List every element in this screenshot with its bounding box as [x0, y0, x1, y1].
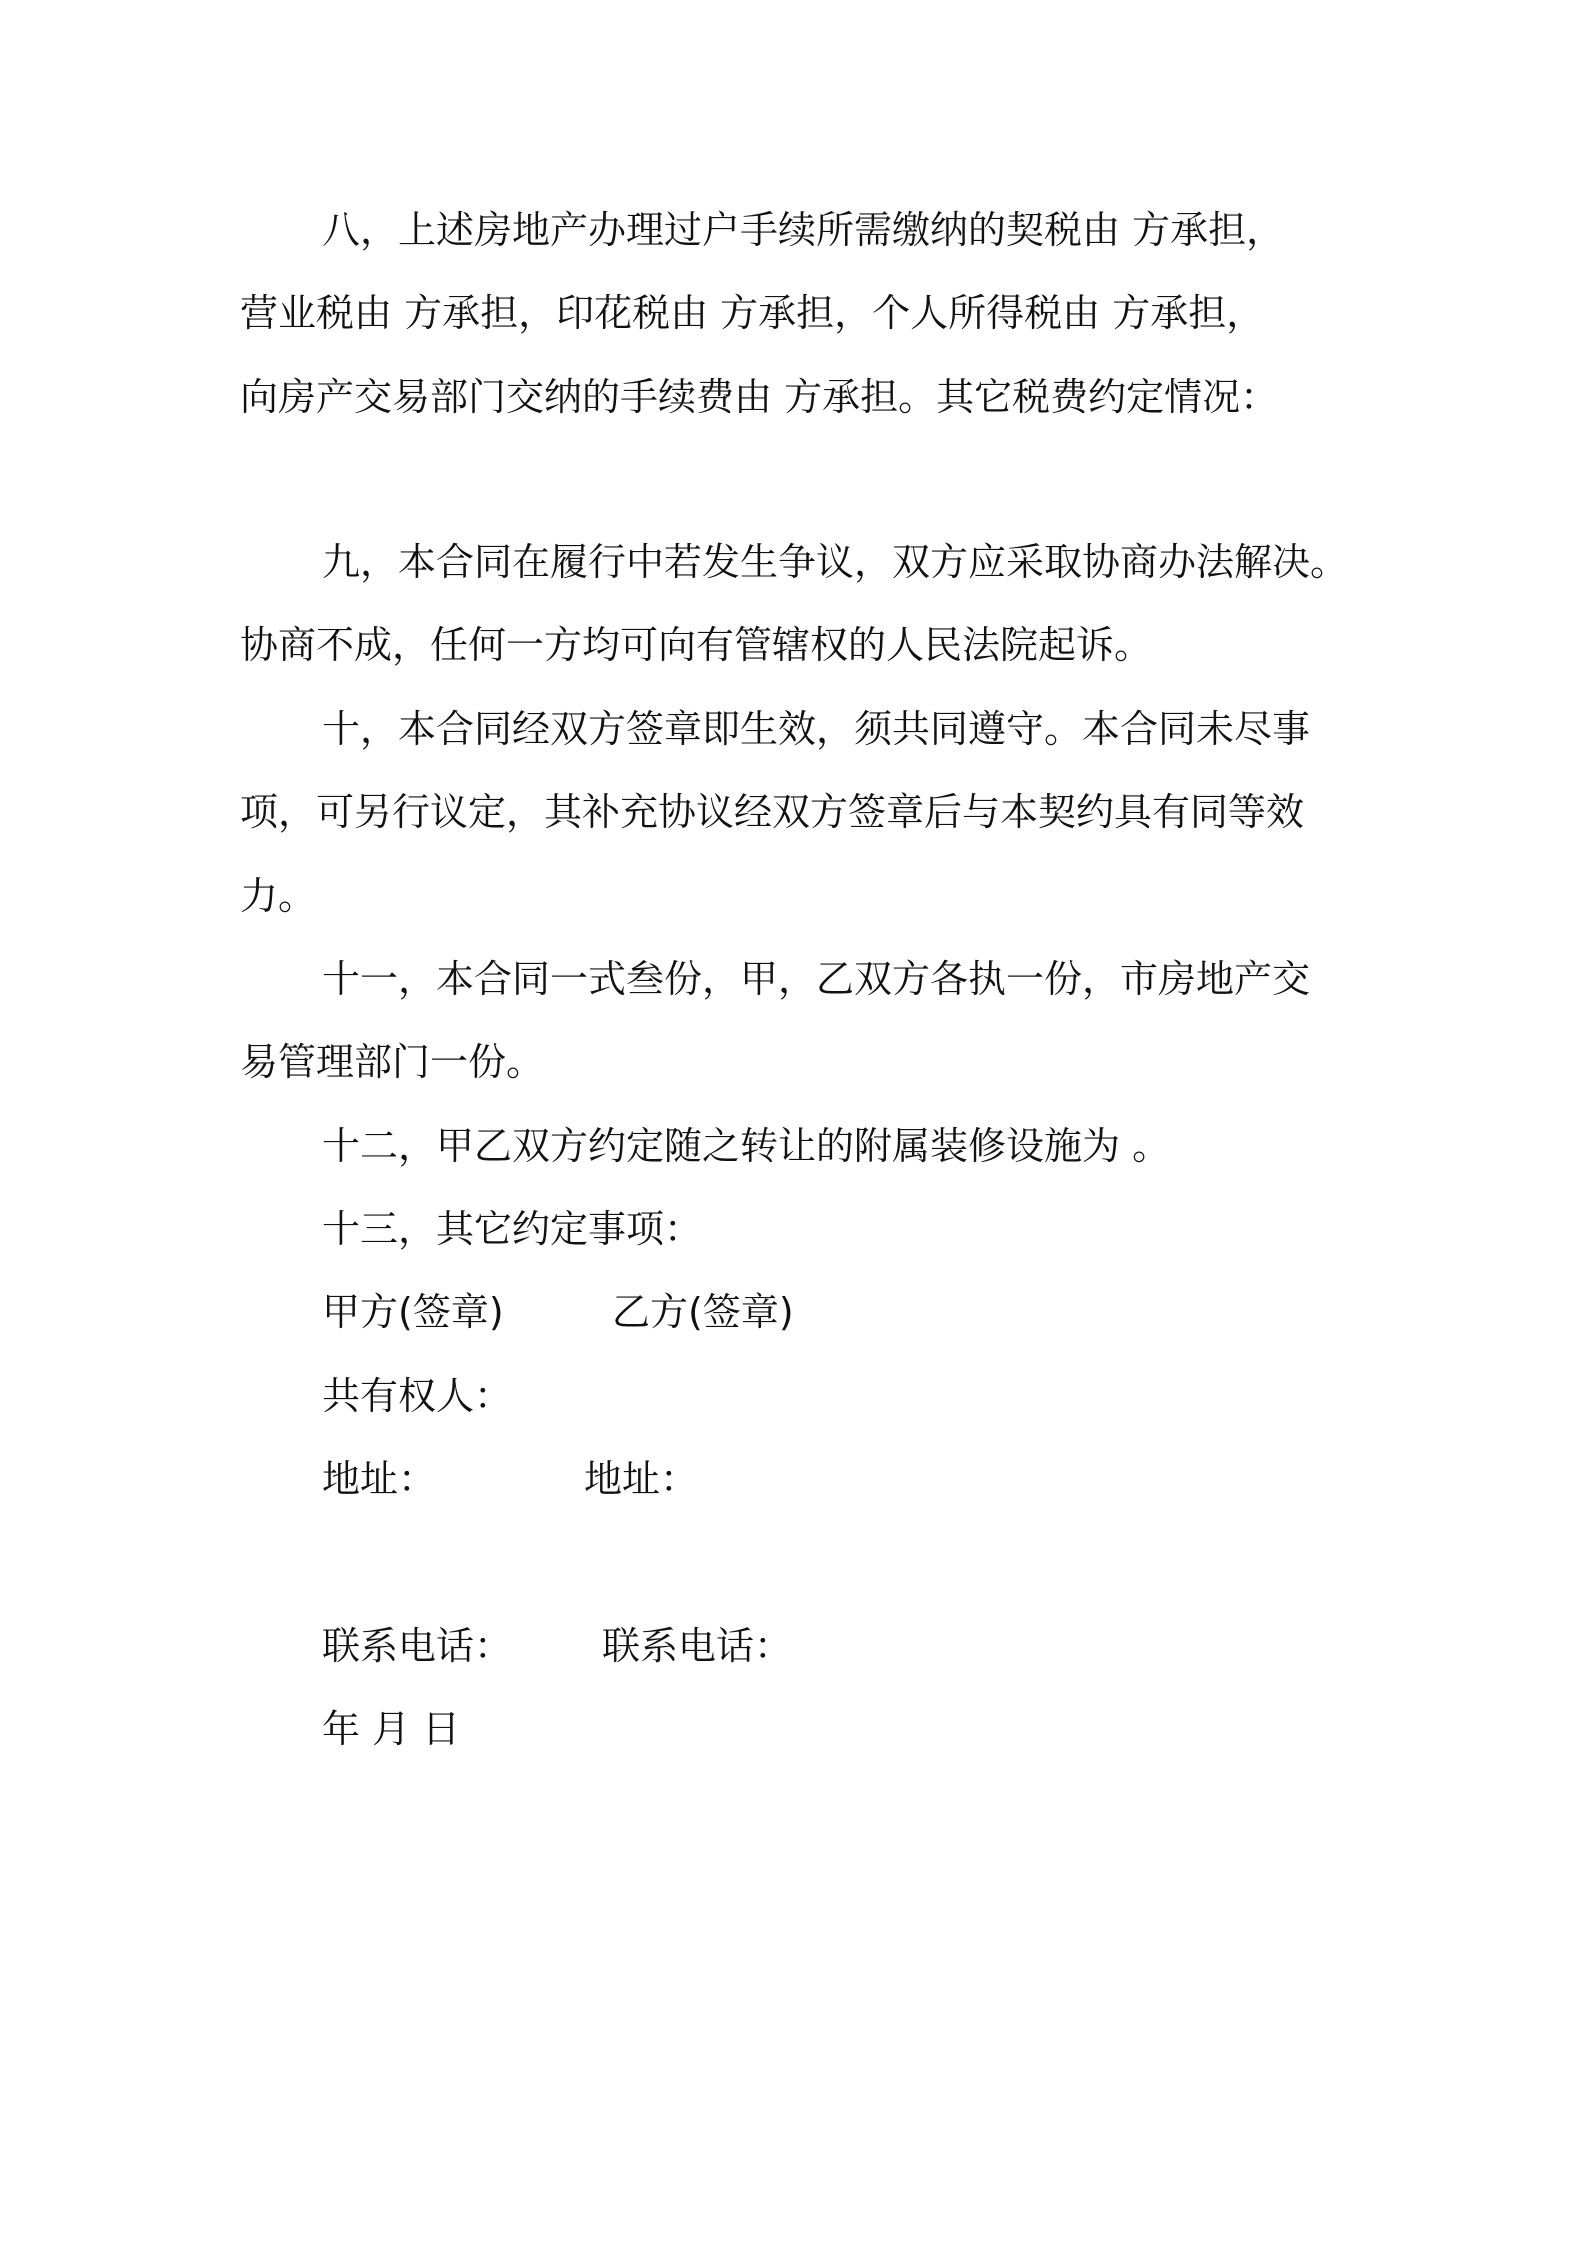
date-line: 年 月 日: [322, 1707, 461, 1751]
party-a-phone-label: 联系电话：: [322, 1624, 513, 1668]
party-a-address-label: 地址：: [322, 1457, 437, 1501]
party-a-signature-label: 甲方(签章): [322, 1290, 504, 1334]
clause-12-line-1: 十二，甲乙双方约定随之转让的附属装修设施为 。: [322, 1124, 1171, 1168]
clause-10-line-3: 力。: [240, 874, 317, 918]
clause-11-line-2: 易管理部门一份。: [240, 1040, 545, 1084]
party-b-signature-label: 乙方(签章): [612, 1290, 794, 1334]
address-row: [322, 1454, 1122, 1504]
clause-10-line-2: 项，可另行议定，其补充协议经双方签章后与本契约具有同等效: [240, 790, 1305, 834]
clause-8-line-1: 八，上述房地产办理过户手续所需缴纳的契税由 方承担，: [322, 208, 1285, 252]
clause-9-line-2: 协商不成，任何一方均可向有管辖权的人民法院起诉。: [240, 623, 1153, 667]
phone-row: [322, 1621, 1122, 1671]
clause-13-line-1: 十三，其它约定事项：: [322, 1207, 703, 1251]
party-b-phone-label: 联系电话：: [602, 1624, 793, 1668]
signature-row: [322, 1287, 1122, 1337]
clause-9-line-1: 九，本合同在履行中若发生争议，双方应采取协商办法解决。: [322, 540, 1349, 584]
clause-8-line-3: 向房产交易部门交纳的手续费由 方承担。其它税费约定情况：: [240, 375, 1279, 419]
clause-10-line-1: 十，本合同经双方签章即生效，须共同遵守。本合同未尽事: [322, 707, 1311, 751]
clause-8-line-2: 营业税由 方承担，印花税由 方承担，个人所得税由 方承担，: [240, 291, 1265, 335]
party-b-address-label: 地址：: [584, 1457, 699, 1501]
clause-11-line-1: 十一，本合同一式叁份，甲，乙双方各执一份，市房地产交: [322, 957, 1311, 1001]
co-owner-label: 共有权人：: [322, 1374, 513, 1418]
